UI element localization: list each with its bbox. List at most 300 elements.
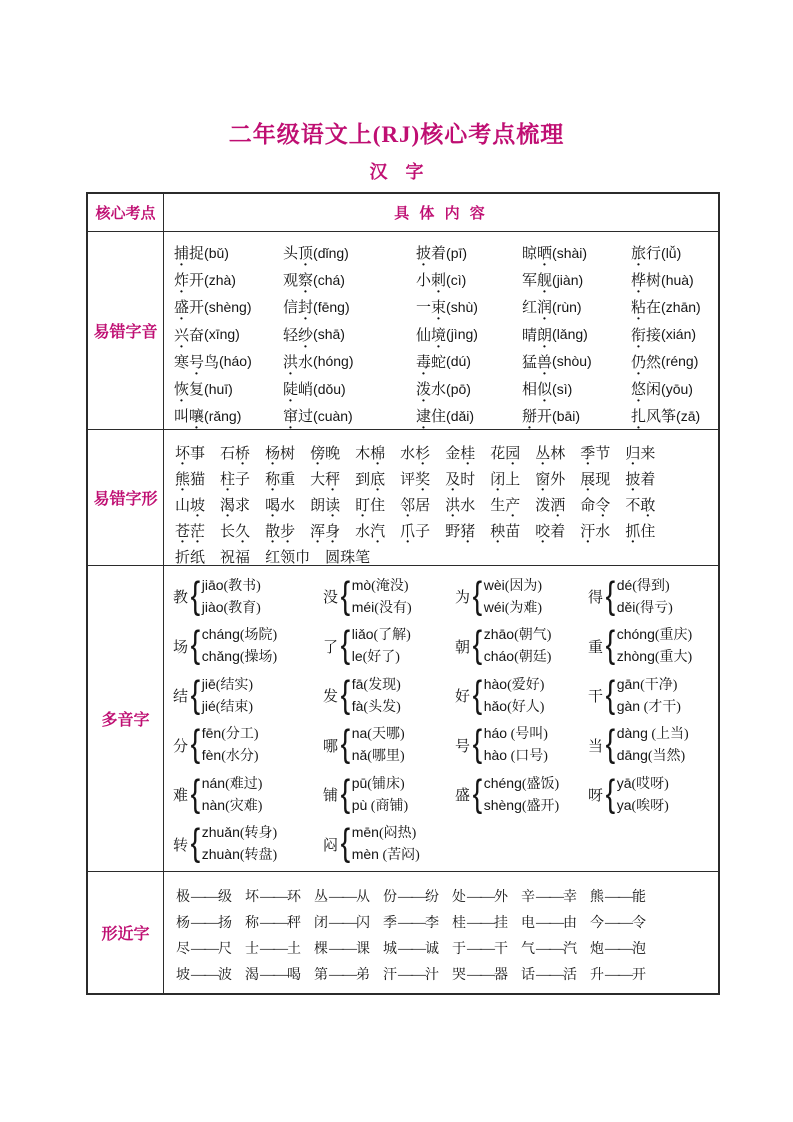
word-char: 炸 (174, 273, 190, 290)
reading-pinyin: le (351, 648, 363, 665)
polyphone-entry (173, 674, 323, 718)
word-char: 渴 (220, 497, 236, 514)
word-char: 舰 (537, 273, 553, 290)
word-char: 行 (646, 246, 662, 263)
word (416, 405, 446, 426)
pinyin-label: (rùn) (552, 298, 582, 315)
word-char: 寒 (174, 354, 190, 371)
word (416, 296, 446, 317)
polyphone-entry (323, 723, 455, 767)
word-char: 巾 (295, 549, 311, 565)
word-char: 汽 (370, 523, 386, 540)
reading-pinyin: gān (616, 675, 641, 692)
readings (202, 773, 263, 817)
reading-pinyin: mēn (351, 824, 379, 841)
reading-line (202, 674, 253, 696)
section-label-yicuozixing: 易错字形 (88, 430, 164, 565)
word-char: 晒 (537, 246, 553, 263)
word-char: 开 (537, 409, 553, 426)
word-char: 水 (595, 523, 611, 540)
reading-word: (操场) (239, 650, 278, 666)
word (400, 468, 430, 489)
reading-word: (结实) (215, 677, 254, 693)
pair-left: 闭 (314, 916, 328, 931)
pair-right: 幸 (563, 890, 577, 905)
polyphone-char: 好 (455, 689, 471, 706)
section-content-yicuozixing (164, 430, 718, 565)
pair-right: 活 (563, 968, 577, 983)
pair-left: 处 (452, 890, 466, 905)
word-char: 苗 (505, 523, 521, 540)
section-content-xingjinzi (164, 872, 718, 993)
word-char: 木 (355, 445, 371, 462)
char-pair (176, 938, 232, 958)
readings (202, 624, 277, 668)
word (355, 468, 385, 489)
word (416, 324, 446, 345)
word (283, 405, 313, 426)
word-char: 笔 (355, 549, 371, 565)
pinyin-label: (hóng) (313, 353, 354, 370)
brace-glyph: { (605, 772, 616, 815)
pinyin-label: (dǐng) (313, 244, 349, 261)
polyphone-char: 号 (455, 738, 471, 755)
word-char: 产 (505, 497, 521, 514)
pinyin-label: (dǒu) (313, 380, 346, 397)
word (283, 351, 313, 372)
pinyin-entry (283, 402, 416, 429)
header-core-points: 核心考点 (88, 194, 164, 231)
brace-glyph: { (340, 723, 351, 766)
reading-line (352, 624, 411, 646)
word-char: 朗 (310, 497, 326, 514)
word-char: 闭 (490, 471, 506, 488)
reading-pinyin: zhāo (483, 626, 515, 643)
reading-pinyin: liǎo (351, 626, 374, 643)
word-char: 棉 (370, 445, 386, 462)
word-char: 喝 (265, 497, 281, 514)
polyphone-char: 当 (588, 738, 604, 755)
word-char: 子 (235, 471, 251, 488)
word (355, 494, 385, 515)
pair-left: 桂 (452, 916, 466, 931)
word-char: 归 (625, 445, 641, 462)
polyphone-char: 教 (173, 590, 189, 607)
word-char: 住 (431, 409, 447, 426)
pinyin-label: (zhān) (661, 298, 701, 315)
pinyin-label: (cuàn) (313, 407, 353, 424)
pair-dash: —— (329, 915, 355, 931)
word-char: 察 (298, 273, 314, 290)
reading-word: (灾难) (225, 798, 263, 814)
word-char: 祝 (220, 549, 236, 565)
reading-line (484, 723, 548, 745)
pair-rows (176, 883, 718, 987)
pinyin-label: (lǎng) (552, 326, 588, 343)
reading-pinyin: wéi (483, 598, 505, 615)
word-char: 泼 (416, 382, 432, 399)
pinyin-entry (631, 293, 718, 320)
polyphone-char: 重 (588, 639, 604, 656)
word (220, 468, 250, 489)
reading-line (352, 674, 401, 696)
polyphone-entry (455, 773, 588, 817)
reading-line (484, 773, 559, 795)
brace-glyph: { (340, 772, 351, 815)
reading-word: (盛开) (521, 798, 560, 814)
word-char: 评 (400, 471, 416, 488)
pair-dash: —— (536, 889, 562, 905)
reading-word: (转盘) (239, 848, 278, 864)
polyphone-char: 没 (323, 590, 339, 607)
char-pair (314, 938, 370, 958)
brace-glyph: { (190, 822, 201, 865)
word-char: 陡 (283, 382, 299, 399)
pair-right: 干 (494, 942, 508, 957)
word-char: 丛 (535, 445, 551, 462)
pair-right: 扬 (218, 916, 232, 931)
pinyin-entry (283, 375, 416, 402)
reading-word: (朝廷) (514, 650, 552, 666)
brace-glyph: { (190, 673, 201, 716)
word (400, 442, 430, 463)
readings (484, 674, 545, 718)
word-char: 峭 (298, 382, 314, 399)
word (416, 378, 446, 399)
pair-left: 尽 (176, 942, 190, 957)
reading-word: (得到) (632, 578, 670, 594)
pinyin-label: (bǔ) (204, 244, 229, 261)
section-label-xingjinzi: 形近字 (88, 872, 164, 993)
word (631, 296, 661, 317)
reading-line (202, 773, 263, 795)
reading-word: (朝气) (514, 628, 552, 644)
pair-left: 极 (176, 890, 190, 905)
word-char: 称 (265, 471, 281, 488)
word-char: 刺 (431, 273, 447, 290)
word-char: 红 (265, 549, 281, 565)
char-pair (314, 964, 370, 984)
word-char: 重 (280, 471, 296, 488)
word-char: 仙 (416, 327, 432, 344)
word-char: 秧 (490, 523, 506, 540)
readings (202, 575, 261, 619)
word-char: 桂 (460, 445, 476, 462)
brace-glyph: { (472, 574, 483, 617)
reading-line (617, 723, 689, 745)
char-pair (452, 938, 508, 958)
polyphone-entry (173, 723, 323, 767)
char-pair (590, 912, 646, 932)
word-char: 爪 (400, 523, 416, 540)
char-pair (590, 886, 646, 906)
reading-pinyin: fà (351, 697, 364, 714)
word-rows (175, 439, 718, 565)
word-char: 读 (325, 497, 341, 514)
reading-line (352, 822, 420, 844)
pinyin-label: (sì) (552, 380, 573, 397)
word (283, 269, 313, 290)
word (445, 494, 475, 515)
polyphone-char: 结 (173, 689, 189, 706)
pinyin-grid (174, 239, 718, 429)
reading-pinyin: hào (483, 675, 508, 692)
readings (352, 723, 405, 767)
word (522, 405, 552, 426)
reading-pinyin: jiāo (201, 576, 224, 593)
word-char: 奋 (189, 327, 205, 344)
pair-left: 坏 (245, 890, 259, 905)
word (310, 442, 340, 463)
pinyin-entry (631, 321, 718, 348)
brace-glyph: { (472, 673, 483, 716)
word (265, 442, 295, 463)
brace-glyph: { (605, 624, 616, 667)
section-label-yicuoziyin: 易错字音 (88, 232, 164, 429)
reading-word: (苦闷) (378, 848, 420, 864)
word-char: 大 (310, 471, 326, 488)
pair-right: 环 (287, 890, 301, 905)
word (631, 324, 661, 345)
word-char: 洒 (550, 497, 566, 514)
pair-right: 从 (356, 890, 370, 905)
word-char: 园 (505, 445, 521, 462)
reading-line (202, 696, 253, 718)
reading-word: (盛饭) (521, 776, 560, 792)
word (220, 442, 250, 463)
word-char: 兽 (537, 354, 553, 371)
word-char: 邻 (400, 497, 416, 514)
pair-dash: —— (398, 941, 424, 957)
reading-word: (难过) (225, 776, 263, 792)
word (522, 242, 552, 263)
pair-left: 炮 (590, 942, 604, 957)
word-char: 水 (400, 445, 416, 462)
word-char: 洪 (283, 354, 299, 371)
polyphone-entry (588, 624, 718, 668)
pair-dash: —— (398, 915, 424, 931)
brace-glyph: { (605, 723, 616, 766)
word (174, 378, 204, 399)
word-char: 坡 (190, 497, 206, 514)
reading-word: (爱好) (507, 677, 545, 693)
char-pair (383, 938, 439, 958)
reading-pinyin: fā (351, 675, 364, 692)
pair-dash: —— (260, 941, 286, 957)
pinyin-entry (416, 348, 522, 375)
pinyin-entry (631, 402, 718, 429)
word-char: 奖 (415, 471, 431, 488)
pair-row (176, 935, 718, 961)
reading-pinyin: pū (351, 774, 368, 791)
pair-row (176, 909, 718, 935)
char-pair (314, 912, 370, 932)
char-pair (521, 964, 577, 984)
reading-pinyin: háo (483, 725, 508, 742)
word-char: 毒 (416, 354, 432, 371)
word-char: 猫 (190, 471, 206, 488)
pair-left: 丛 (314, 890, 328, 905)
pinyin-label: (bāi) (552, 407, 581, 424)
reading-line (484, 674, 545, 696)
word-char: 展 (580, 471, 596, 488)
pair-dash: —— (467, 967, 493, 983)
word-char: 纸 (190, 549, 206, 565)
pinyin-entry (522, 293, 631, 320)
word-char: 顶 (298, 246, 314, 263)
word-char: 步 (280, 523, 296, 540)
header-content: 具 体 内 容 (394, 205, 488, 222)
brace-glyph: { (472, 772, 483, 815)
pair-left: 电 (521, 916, 535, 931)
reading-line (352, 795, 408, 817)
pair-right: 秤 (287, 916, 301, 931)
pair-left: 杨 (176, 916, 190, 931)
pair-dash: —— (191, 889, 217, 905)
word-char: 树 (280, 445, 296, 462)
word (175, 468, 205, 489)
char-pair (590, 938, 646, 958)
word-char: 长 (220, 523, 236, 540)
table-header-row (88, 194, 718, 231)
reading-pinyin: mèn (351, 846, 379, 863)
word (175, 442, 205, 463)
brace-glyph: { (190, 723, 201, 766)
pinyin-label: (cì) (446, 271, 467, 288)
reading-line (202, 646, 277, 668)
readings (202, 674, 253, 718)
polyphone-char: 干 (588, 689, 604, 706)
reading-pinyin: jiào (201, 598, 224, 615)
readings (617, 674, 681, 718)
word-char: 圆 (325, 549, 341, 565)
readings (484, 575, 542, 619)
polyphone-entry (173, 575, 323, 619)
brace-glyph: { (340, 574, 351, 617)
word-char: 着 (431, 246, 447, 263)
reading-pinyin: na (351, 725, 368, 742)
pinyin-label: (fēng) (313, 298, 350, 315)
reading-line (617, 646, 692, 668)
brace-glyph: { (472, 624, 483, 667)
reading-word: (闷热) (378, 826, 417, 842)
pair-right: 开 (632, 968, 646, 983)
pinyin-label: (pō) (446, 380, 471, 397)
pinyin-entry (416, 402, 522, 429)
pair-left: 升 (590, 968, 604, 983)
word (522, 269, 552, 290)
reading-pinyin: chéng (483, 774, 522, 791)
word-char: 现 (595, 471, 611, 488)
pinyin-entry (416, 321, 522, 348)
readings (617, 773, 669, 817)
word-char: 山 (175, 497, 191, 514)
reading-line (202, 597, 261, 619)
pinyin-label: (dǎi) (446, 407, 475, 424)
reading-pinyin: méi (351, 598, 375, 615)
char-pair (314, 886, 370, 906)
reading-pinyin: yā (616, 774, 632, 791)
polyphone-entry (588, 575, 718, 619)
pair-dash: —— (467, 941, 493, 957)
brace-glyph: { (605, 673, 616, 716)
word (174, 405, 204, 426)
pinyin-entry (174, 321, 283, 348)
polyphone-char: 得 (588, 590, 604, 607)
pinyin-entry (174, 402, 283, 429)
word-char: 小 (416, 273, 432, 290)
word-char: 开 (189, 273, 205, 290)
word (625, 494, 655, 515)
word-char: 盯 (355, 497, 371, 514)
word (631, 378, 661, 399)
word-char: 上 (505, 471, 521, 488)
reading-line (352, 696, 401, 718)
reading-pinyin: jiē (201, 675, 216, 692)
word (490, 442, 520, 463)
word-char: 傍 (310, 445, 326, 462)
word-char: 及 (445, 471, 461, 488)
pair-left: 熊 (590, 890, 604, 905)
word (580, 520, 610, 541)
reading-line (484, 646, 552, 668)
char-pair (245, 912, 301, 932)
word-char: 猪 (460, 523, 476, 540)
word-char: 筝 (661, 409, 677, 426)
word-char: 珠 (340, 549, 356, 565)
word-char: 领 (280, 549, 296, 565)
polyphone-entry (588, 674, 718, 718)
pinyin-entry (416, 266, 522, 293)
word-char: 熊 (175, 471, 191, 488)
section-polyphonic-chars (88, 565, 718, 871)
word (355, 442, 385, 463)
pair-left: 第 (314, 968, 328, 983)
pair-dash: —— (398, 967, 424, 983)
word-char: 恢 (174, 382, 190, 399)
polyphone-entry (323, 674, 455, 718)
reading-pinyin: pù (351, 796, 368, 813)
reading-word: (哪里) (367, 749, 405, 765)
word (522, 296, 552, 317)
reading-pinyin: gàn (616, 697, 641, 714)
section-content-yicuoziyin (164, 232, 718, 429)
word-char: 水 (298, 354, 314, 371)
pair-dash: —— (329, 941, 355, 957)
word-char: 金 (445, 445, 461, 462)
pair-left: 士 (245, 942, 259, 957)
reading-line (202, 745, 259, 767)
reading-line (352, 844, 420, 866)
pinyin-entry (522, 348, 631, 375)
reading-line (617, 624, 692, 646)
pair-right: 汁 (425, 968, 439, 983)
pair-dash: —— (605, 889, 631, 905)
pair-left: 棵 (314, 942, 328, 957)
word-row (175, 543, 718, 565)
polyphone-entry (323, 822, 455, 866)
readings (202, 822, 277, 866)
reading-word: (哎呀) (631, 776, 669, 792)
word (400, 494, 430, 515)
pinyin-entry (631, 375, 718, 402)
word-char: 窜 (283, 409, 299, 426)
reading-pinyin: mò (351, 576, 372, 593)
word (265, 468, 295, 489)
pinyin-entry (416, 375, 522, 402)
word (490, 468, 520, 489)
word-char: 号 (189, 354, 205, 371)
